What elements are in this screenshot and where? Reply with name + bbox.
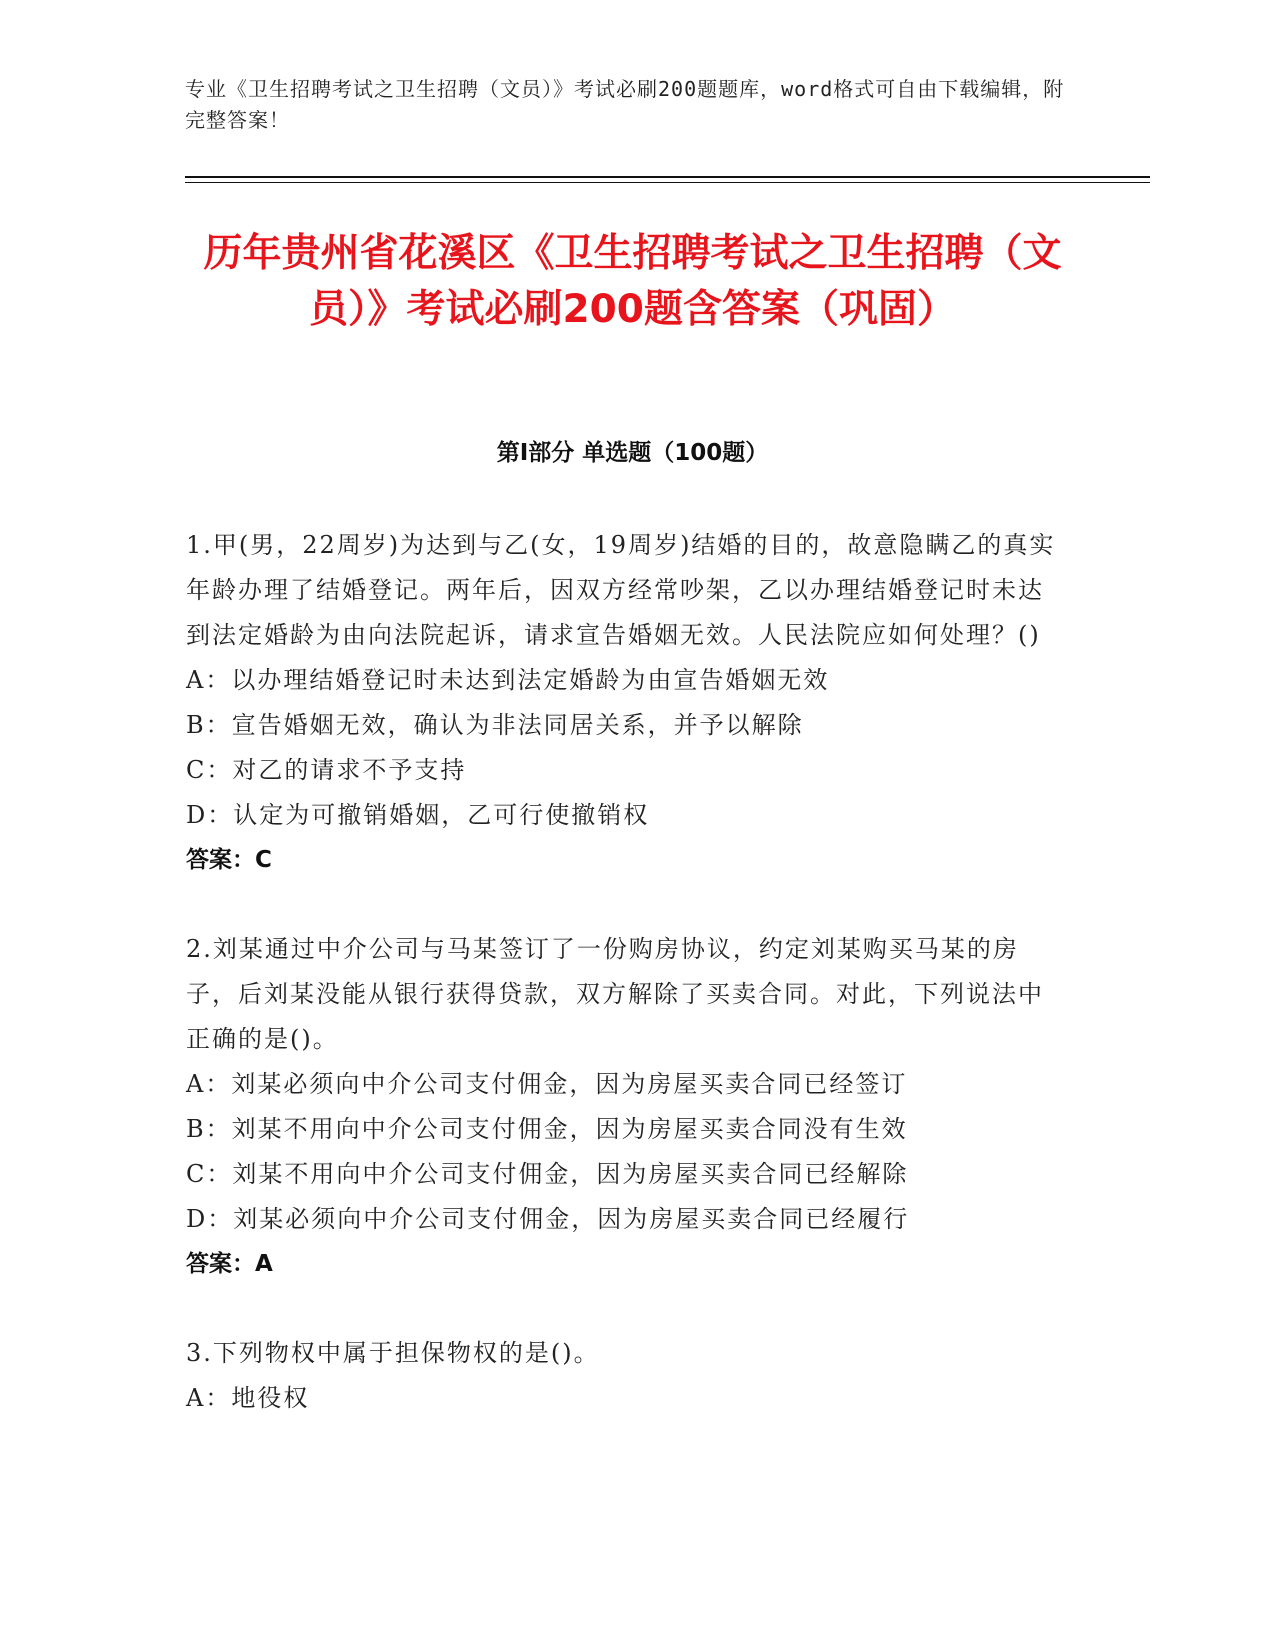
question-2 (186, 927, 1066, 1287)
header-divider-thick (185, 176, 1150, 178)
question-list (186, 523, 1066, 1465)
answer-line: 答案：C (186, 847, 272, 873)
section-heading: 第I部分 单选题（100题） (496, 440, 769, 466)
answer-line: 答案：A (186, 1251, 273, 1277)
option-a: A：地役权 (186, 1384, 310, 1412)
question-stem: 3.下列物权中属于担保物权的是()。 (186, 1339, 600, 1367)
option-a: A：以办理结婚登记时未达到法定婚龄为由宣告婚姻无效 (186, 666, 830, 694)
option-d: D：刘某必须向中介公司支付佣金，因为房屋买卖合同已经履行 (186, 1205, 910, 1233)
question-3 (186, 1331, 1066, 1421)
question-stem: 2.刘某通过中介公司与马某签订了一份购房协议，约定刘某购买马某的房子，后刘某没能从银行获得贷款，双方解除了买卖合同。对此，下列说法中正确的是()。 (186, 935, 1044, 1053)
option-c: C：刘某不用向中介公司支付佣金，因为房屋买卖合同已经解除 (186, 1160, 909, 1188)
question-stem: 1.甲(男，22周岁)为达到与乙(女，19周岁)结婚的目的，故意隐瞒乙的真实年龄办理了结婚登记。两年后，因双方经常吵架，乙以办理结婚登记时未达到法定婚龄为由向法院起诉，请求宣告婚姻无效。人民法院应如何处理？() (186, 531, 1056, 649)
option-d: D：认定为可撤销婚姻，乙可行使撤销权 (186, 801, 650, 829)
option-b: B：刘某不用向中介公司支付佣金，因为房屋买卖合同没有生效 (186, 1115, 908, 1143)
option-a: A：刘某必须向中介公司支付佣金，因为房屋买卖合同已经签订 (186, 1070, 908, 1098)
header-note: 专业《卫生招聘考试之卫生招聘（文员）》考试必刷200题题库，word格式可自由下载编辑，附完整答案！ (185, 77, 1065, 132)
option-c: C：对乙的请求不予支持 (186, 756, 467, 784)
question-1 (186, 523, 1066, 883)
option-b: B：宣告婚姻无效，确认为非法同居关系，并予以解除 (186, 711, 804, 739)
document-title: 历年贵州省花溪区《卫生招聘考试之卫生招聘（文员）》考试必刷200题含答案（巩固） (203, 231, 1062, 332)
header-divider-thin (185, 182, 1150, 183)
